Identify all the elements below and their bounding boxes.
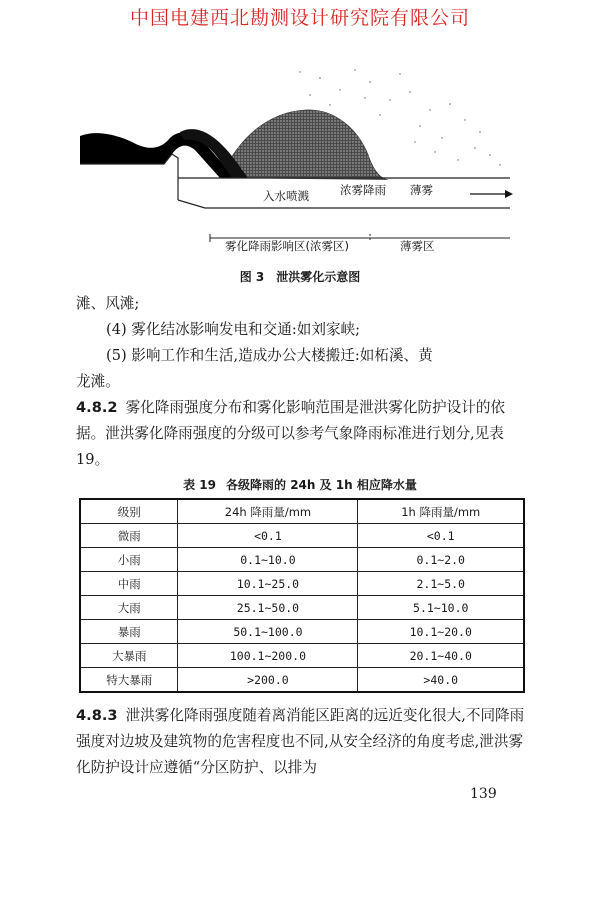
table-row [80, 548, 524, 572]
cell-1h: 20.1~40.0 [358, 644, 524, 668]
table-row [80, 572, 524, 596]
cell-24h: <0.1 [178, 524, 358, 548]
cell-level: 中雨 [80, 572, 178, 596]
watermark-header: 中国电建西北勘测设计研究院有限公司 [129, 7, 470, 29]
dense-fog-mound [220, 110, 388, 180]
section-text: 泄洪雾化降雨强度随着离消能区距离的远近变化很大,不同降雨强度对边坡及建筑物的危害程度也不同,从安全经济的角度考虑,泄洪雾化防护设计应遵循“分区防护、以排为 [76, 707, 525, 776]
cell-1h: 0.1~2.0 [358, 548, 524, 572]
figure-caption-text: 泄洪雾化示意图 [276, 270, 361, 284]
cell-24h: 100.1~200.0 [178, 644, 358, 668]
cell-24h: 10.1~25.0 [178, 572, 358, 596]
section-number: 4.8.2 [76, 399, 118, 416]
label-thin-zone: 薄雾区 [400, 239, 435, 253]
section-4-8-3 [76, 703, 526, 781]
label-dense-fog-rain: 浓雾降雨 [340, 183, 386, 197]
table-row [80, 644, 524, 668]
cell-24h: 50.1~100.0 [178, 620, 358, 644]
table-title [0, 476, 600, 493]
cell-level: 微雨 [80, 524, 178, 548]
label-rain-zone: 雾化降雨影响区(浓雾区) [225, 239, 349, 253]
cell-1h: 5.1~10.0 [358, 596, 524, 620]
cell-1h: <0.1 [358, 524, 524, 548]
table-header-row [80, 499, 524, 524]
cell-24h: 0.1~10.0 [178, 548, 358, 572]
page-number: 139 [470, 786, 497, 802]
cell-1h: >40.0 [358, 668, 524, 693]
paragraph-2: (4) 雾化结冰影响发电和交通:如刘家峡; [106, 321, 361, 338]
cell-1h: 10.1~20.0 [358, 620, 524, 644]
header-24h: 24h 降雨量/mm [178, 499, 358, 524]
label-thin-fog: 薄雾 [410, 183, 433, 197]
label-splash: 入水喷溅 [263, 189, 309, 203]
section-4-8-2 [76, 395, 526, 473]
header-level: 级别 [80, 499, 178, 524]
cell-24h: >200.0 [178, 668, 358, 693]
table-title-number: 表 19 [183, 478, 217, 492]
table-title-text: 各级降雨的 24h 及 1h 相应降水量 [226, 478, 417, 492]
paragraph-3-line-2: 龙滩。 [76, 373, 120, 390]
figure-caption [0, 268, 600, 285]
cell-1h: 2.1~5.0 [358, 572, 524, 596]
cell-level: 特大暴雨 [80, 668, 178, 693]
section-text: 雾化降雨强度分布和雾化影响范围是泄洪雾化防护设计的依据。泄洪雾化降雨强度的分级可以参考气象降雨标准进行划分,见表 19。 [76, 399, 506, 468]
header-1h: 1h 降雨量/mm [358, 499, 524, 524]
table-row [80, 620, 524, 644]
cell-level: 小雨 [80, 548, 178, 572]
atomization-diagram [70, 60, 530, 260]
body-text-upper [76, 291, 526, 473]
table-row [80, 524, 524, 548]
spillway-atomization-figure [70, 60, 530, 270]
cell-24h: 25.1~50.0 [178, 596, 358, 620]
table-row [80, 596, 524, 620]
rainfall-table [79, 498, 525, 693]
paragraph-3-line-1: (5) 影响工作和生活,造成办公大楼搬迁:如柘溪、黄 [106, 347, 433, 364]
cell-level: 大暴雨 [80, 644, 178, 668]
section-number: 4.8.3 [76, 707, 118, 724]
paragraph-1: 滩、风滩; [76, 295, 140, 312]
body-text-lower [76, 703, 526, 781]
cell-level: 大雨 [80, 596, 178, 620]
table-row [80, 668, 524, 693]
figure-caption-number: 图 3 [239, 270, 265, 284]
cell-level: 暴雨 [80, 620, 178, 644]
